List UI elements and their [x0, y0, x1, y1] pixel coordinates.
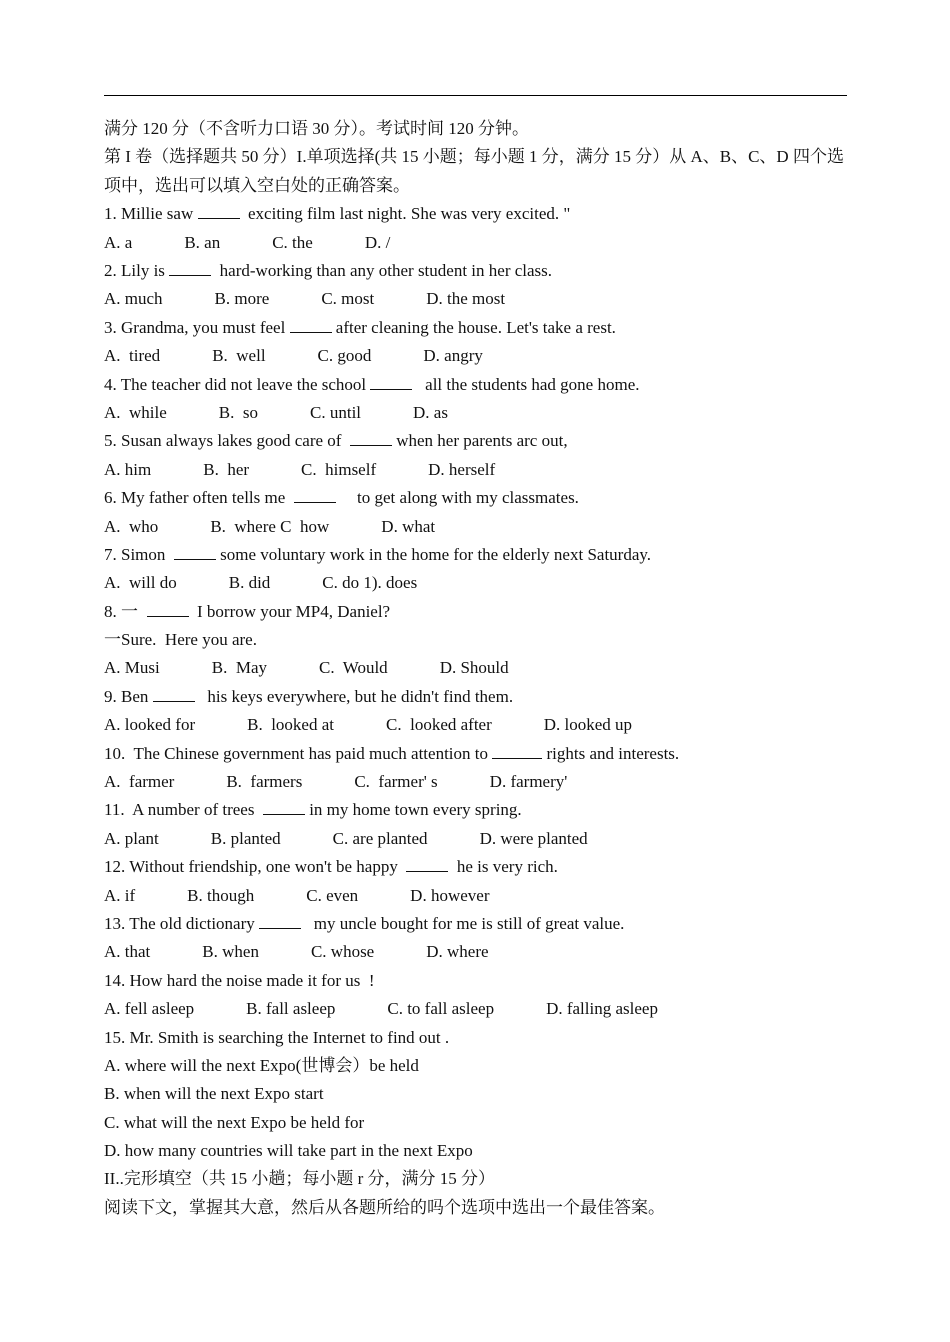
- option-c: D. what: [381, 516, 436, 536]
- options-row: [104, 768, 849, 796]
- option-a: A. farmer: [104, 772, 175, 792]
- answer-blank: [492, 744, 542, 759]
- section2-instructions: 阅读下文，掌握其大意，然后从各题所给的吗个选项中选出一个最佳答案。: [104, 1197, 665, 1217]
- option-c: C. are planted: [332, 828, 428, 848]
- option-a: A. fell asleep: [104, 999, 195, 1019]
- option-d: D. Should: [439, 658, 509, 678]
- option-b: B. so: [218, 402, 259, 422]
- question-text: 9. Ben: [104, 686, 153, 706]
- option-c: C. do 1). does: [322, 573, 418, 593]
- option-a: A. that: [104, 942, 151, 962]
- option-c: C. to fall asleep: [387, 999, 495, 1019]
- section1-intro: 第 I 卷（选择题共 50 分）I.单项选择(共 15 小题；每小题 1 分，满分 15 分）从 A、B、C、D 四个选项中，选出可以填入空白处的正确答案。: [104, 147, 844, 195]
- option-b: B. planted: [210, 828, 281, 848]
- question-text: 8. 一: [104, 601, 147, 621]
- question-text-continued: all the students had gone home.: [412, 374, 640, 394]
- option-c: C. whose: [310, 942, 375, 962]
- answer-blank: [169, 261, 211, 276]
- question-text-continued: after cleaning the house. Let's take a rest.: [331, 317, 616, 337]
- answer-blank: [147, 602, 189, 617]
- option-c: C. farmer' s: [354, 772, 438, 792]
- question-text: 1. Millie saw: [104, 204, 198, 224]
- question-stem: [104, 967, 849, 995]
- option-a: A. while: [104, 402, 167, 422]
- option-a: A. him: [104, 459, 152, 479]
- answer-blank: [290, 318, 332, 333]
- option-b: B. looked at: [247, 715, 335, 735]
- question-stem: [104, 484, 849, 512]
- question-stem: [104, 683, 849, 711]
- option-c: C. Would: [318, 658, 388, 678]
- options-row: [104, 825, 849, 853]
- answer-blank: [294, 488, 336, 503]
- option-d: D. looked up: [543, 715, 633, 735]
- option-a: A. plant: [104, 828, 159, 848]
- option-a: A. where will the next Expo(世博会）be held: [104, 1055, 419, 1075]
- question-stem: [104, 314, 849, 342]
- options-row: [104, 569, 849, 597]
- option-b: B. May: [211, 658, 267, 678]
- option-d: D. however: [410, 885, 490, 905]
- options-row: [104, 342, 849, 370]
- option-b: B. more: [214, 289, 270, 309]
- option-b: B. farmers: [226, 772, 303, 792]
- option-c: C. looked after: [386, 715, 492, 735]
- question-text: 6. My father often tells me: [104, 488, 294, 508]
- question-text: 4. The teacher did not leave the school: [104, 374, 371, 394]
- question-text-continued: his keys everywhere, but he didn't find them.: [194, 686, 514, 706]
- score-line: 满分 120 分（不含听力口语 30 分）。考试时间 120 分钟。: [104, 119, 529, 138]
- answer-blank: [174, 545, 216, 560]
- answer-blank: [263, 800, 305, 815]
- question-stem: [104, 1024, 849, 1052]
- option-a: A. Musi: [104, 658, 160, 678]
- answer-blank: [153, 687, 195, 702]
- question-text: 14. How hard the noise made it for us !: [104, 970, 375, 990]
- option-b: B. when: [202, 942, 259, 962]
- question-stem: [104, 740, 849, 768]
- question-list: [104, 200, 849, 1165]
- answer-blank: [370, 375, 412, 390]
- answer-blank: [406, 857, 448, 872]
- option-b: B. fall asleep: [246, 999, 336, 1019]
- question-text: 2. Lily is: [104, 260, 170, 280]
- options-row: [104, 654, 849, 682]
- section2-title: II..完形填空（共 15 小趟；每小题 r 分，满分 15 分）: [104, 1169, 495, 1189]
- question-stem: [104, 598, 849, 626]
- question-text: 5. Susan always lakes good care of: [104, 431, 350, 451]
- question-stem: [104, 910, 849, 938]
- option-b: B. where C how: [210, 516, 330, 536]
- options-row: [104, 995, 849, 1023]
- options-row: [104, 285, 849, 313]
- question-text: 12. Without friendship, one won't be happy: [104, 857, 407, 877]
- question-text-continued: my uncle bought for me is still of great value.: [301, 913, 625, 933]
- question-text: 10. The Chinese government has paid much attention to: [104, 743, 493, 763]
- question-stem: [104, 427, 849, 455]
- options-row: [104, 399, 849, 427]
- option-d: D. were planted: [479, 828, 588, 848]
- options-row: [104, 513, 849, 541]
- question-text-continued: I borrow your MP4, Daniel?: [188, 601, 391, 621]
- option-a: A. will do: [104, 573, 177, 593]
- option-d: D. the most: [426, 289, 506, 309]
- option-c: C. himself: [301, 459, 377, 479]
- question-text-continued: exciting film last night. She was very excited. ": [239, 204, 571, 224]
- question-text-continued: rights and interests.: [542, 743, 680, 763]
- question-stem: [104, 796, 849, 824]
- question-stem: [104, 541, 849, 569]
- option-c: C. most: [321, 289, 375, 309]
- question-text: 7. Simon: [104, 544, 174, 564]
- options-row: [104, 882, 849, 910]
- option-a: A. a: [104, 232, 133, 252]
- options-row: [104, 711, 849, 739]
- option-d: D. /: [364, 232, 391, 252]
- option-b: B. though: [187, 885, 255, 905]
- question-text-continued: some voluntary work in the home for the elderly next Saturday.: [215, 544, 652, 564]
- option-c: C. even: [306, 885, 359, 905]
- question-text-continued: he is very rich.: [448, 857, 558, 877]
- option-d: D. as: [413, 402, 448, 422]
- question-text: 13. The old dictionary: [104, 913, 260, 933]
- option-d: D. herself: [428, 459, 496, 479]
- option-a: A. if: [104, 885, 136, 905]
- question-text-continued: in my home town every spring.: [304, 800, 522, 820]
- option-c: C. what will the next Expo be held for: [104, 1112, 365, 1132]
- answer-blank: [350, 431, 392, 446]
- option-d: D. where: [426, 942, 489, 962]
- option-c: C. the: [272, 232, 313, 252]
- question-stem: [104, 371, 849, 399]
- question-text: 11. A number of trees: [104, 800, 263, 820]
- question-stem: [104, 853, 849, 881]
- option-a: A. who: [104, 516, 159, 536]
- options-row: [104, 229, 849, 257]
- answer-blank: [259, 914, 301, 929]
- exam-content: [104, 115, 849, 1222]
- answer-blank: [198, 204, 240, 219]
- options-row: [104, 456, 849, 484]
- option-a: A. much: [104, 289, 163, 309]
- question-text-continued: to get along with my classmates.: [335, 488, 579, 508]
- option-b: B. her: [203, 459, 250, 479]
- option-d: D. angry: [423, 346, 483, 366]
- option-d: D. falling asleep: [546, 999, 658, 1019]
- option-b: B. when will the next Expo start: [104, 1084, 324, 1104]
- header-rule: [104, 95, 847, 96]
- options-row: [104, 938, 849, 966]
- question-stem: [104, 200, 849, 228]
- dialogue-reply: 一Sure. Here you are.: [104, 630, 257, 650]
- option-a: A. tired: [104, 346, 161, 366]
- question-text: 15. Mr. Smith is searching the Internet to find out .: [104, 1027, 450, 1047]
- option-b: B. well: [212, 346, 266, 366]
- option-c: C. good: [317, 346, 372, 366]
- option-b: B. an: [184, 232, 221, 252]
- option-b: B. did: [228, 573, 271, 593]
- option-d: D. how many countries will take part in the next Expo: [104, 1141, 473, 1161]
- option-a: A. looked for: [104, 715, 196, 735]
- option-d: D. farmery': [489, 772, 568, 792]
- question-text: 3. Grandma, you must feel: [104, 317, 290, 337]
- option-c: C. until: [310, 402, 362, 422]
- question-text-continued: when her parents arc out,: [391, 431, 568, 451]
- question-stem: [104, 257, 849, 285]
- question-text-continued: hard-working than any other student in her class.: [211, 260, 553, 280]
